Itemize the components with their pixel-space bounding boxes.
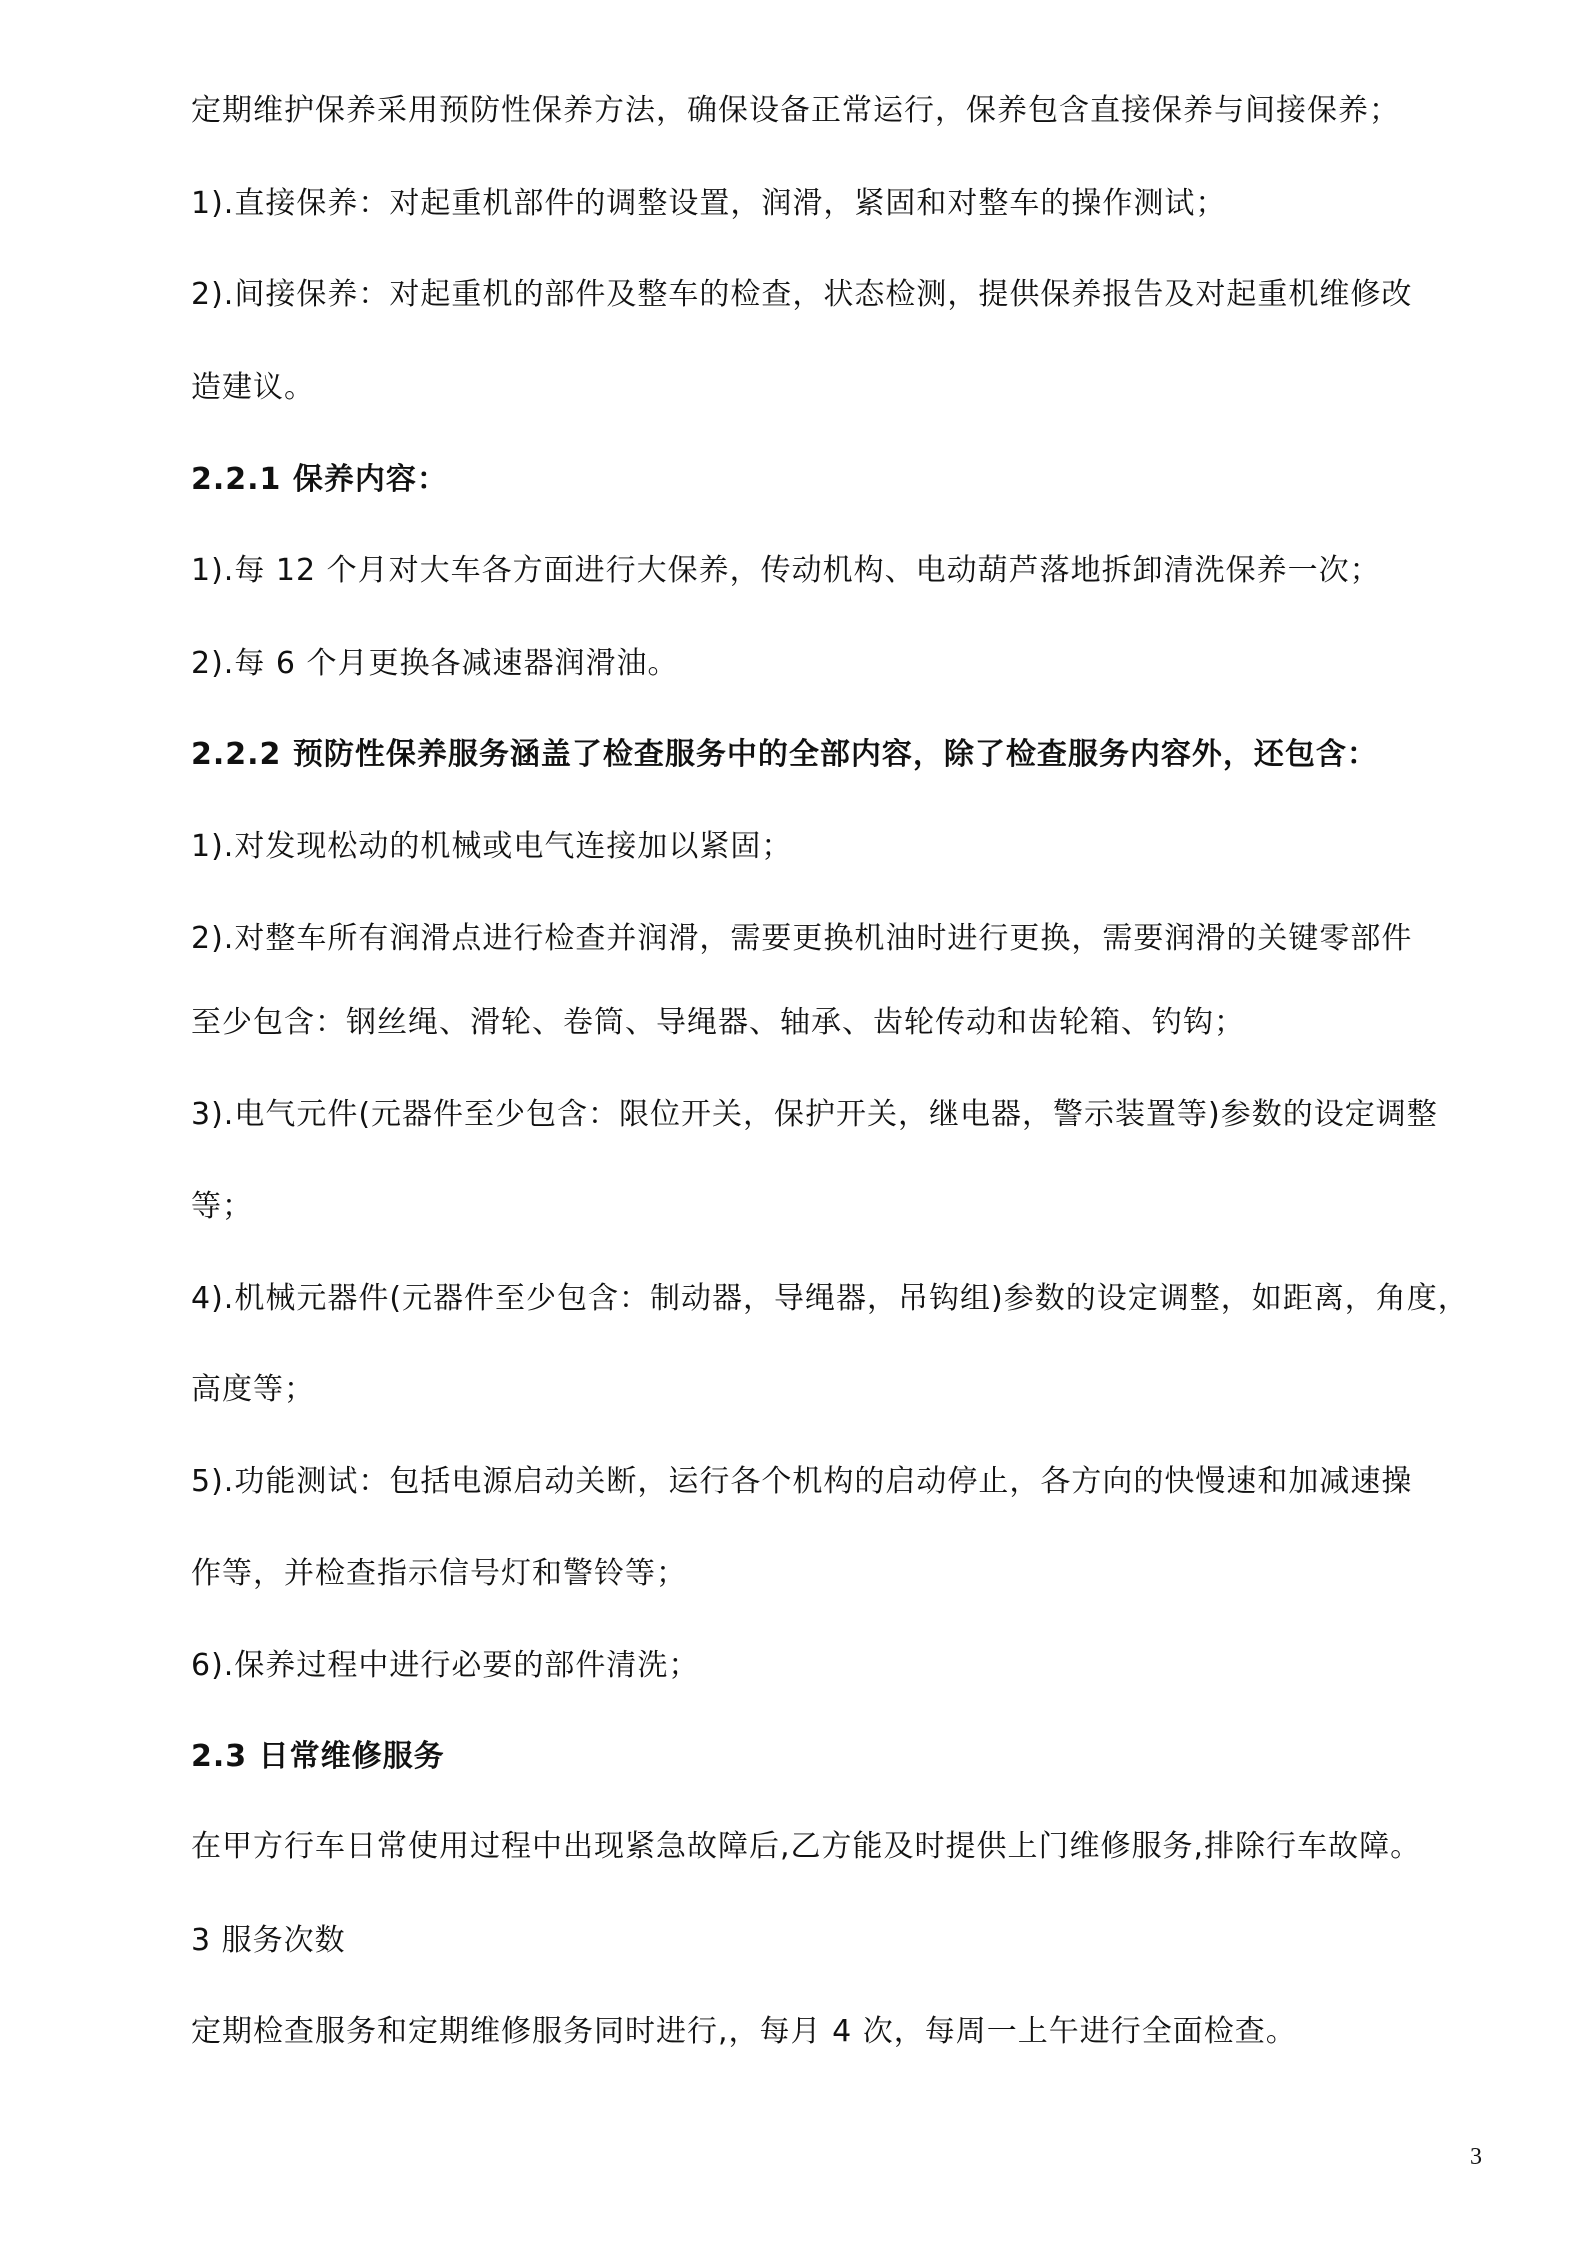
text-line: 高度等；	[191, 1372, 315, 1407]
section-heading: 2.2.1 保养内容：	[191, 462, 448, 497]
text-line: 等；	[191, 1189, 253, 1224]
text-line: 定期检查服务和定期维修服务同时进行,，每月 4 次，每周一上午进行全面检查。	[191, 2014, 1297, 2049]
text-line: 1).直接保养：对起重机部件的调整设置，润滑，紧固和对整车的操作测试；	[191, 186, 1227, 221]
text-line: 在甲方行车日常使用过程中出现紧急故障后,乙方能及时提供上门维修服务,排除行车故障。	[191, 1829, 1422, 1864]
text-line: 6).保养过程中进行必要的部件清洗；	[191, 1648, 700, 1683]
text-line: 3).电气元件(元器件至少包含：限位开关，保护开关，继电器，警示装置等)参数的设定调整	[191, 1097, 1438, 1132]
section-heading: 2.3 日常维修服务	[191, 1739, 445, 1774]
text-line: 至少包含：钢丝绳、滑轮、卷筒、导绳器、轴承、齿轮传动和齿轮箱、钓钩；	[191, 1005, 1245, 1040]
text-line: 4).机械元器件(元器件至少包含：制动器，导绳器，吊钩组)参数的设定调整，如距离，角度，	[191, 1281, 1469, 1316]
text-line: 作等，并检查指示信号灯和警铃等；	[191, 1556, 687, 1591]
text-line: 造建议。	[191, 370, 315, 405]
page-number: 3	[1470, 2144, 1482, 2170]
text-line: 2).对整车所有润滑点进行检查并润滑，需要更换机油时进行更换，需要润滑的关键零部件	[191, 921, 1413, 956]
text-line: 1).对发现松动的机械或电气连接加以紧固；	[191, 829, 793, 864]
text-line: 定期维护保养采用预防性保养方法，确保设备正常运行，保养包含直接保养与间接保养；	[191, 93, 1400, 128]
text-line: 5).功能测试：包括电源启动关断，运行各个机构的启动停止，各方向的快慢速和加减速操	[191, 1464, 1413, 1499]
text-line: 2).每 6 个月更换各减速器润滑油。	[191, 646, 679, 681]
text-line: 2).间接保养：对起重机的部件及整车的检查，状态检测，提供保养报告及对起重机维修改	[191, 277, 1413, 312]
section-heading: 2.2.2 预防性保养服务涵盖了检查服务中的全部内容，除了检查服务内容外，还包含：	[191, 737, 1378, 772]
text-line: 1).每 12 个月对大车各方面进行大保养，传动机构、电动葫芦落地拆卸清洗保养一次；	[191, 553, 1381, 588]
section-heading: 3 服务次数	[191, 1923, 346, 1958]
